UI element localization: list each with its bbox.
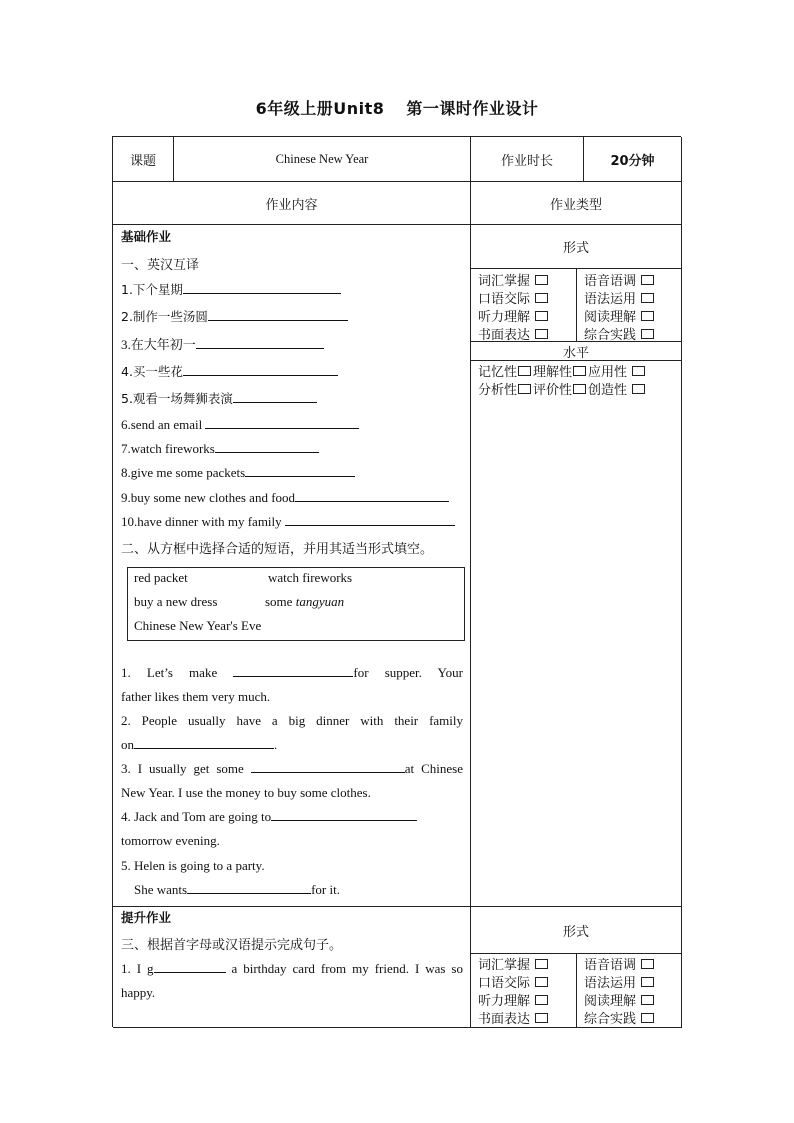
adv-form-practice: 综合实践 bbox=[584, 1008, 654, 1027]
checkbox[interactable] bbox=[535, 977, 548, 987]
form-label-advanced: 形式 bbox=[562, 924, 589, 940]
page-title bbox=[0, 96, 794, 119]
phrase-some-tangyuan: some tangyuan bbox=[265, 594, 345, 609]
translate-item-5: 5.观看一场舞狮表演 bbox=[121, 389, 317, 407]
adv-form-grammar: 语法运用 bbox=[584, 972, 654, 991]
form-practice: 综合实践 bbox=[584, 324, 654, 343]
translate-item-10: 10.have dinner with my family bbox=[121, 512, 455, 530]
checkbox[interactable] bbox=[573, 384, 586, 394]
title-lesson: 第一课时作业设计 bbox=[406, 99, 539, 118]
checkbox[interactable] bbox=[641, 995, 654, 1005]
advanced-sentence-1: 1. I g a birthday card from my friend. I was so happy. bbox=[121, 961, 463, 1000]
adv-form-pronunciation: 语音语调 bbox=[584, 954, 654, 973]
level-label: 水平 bbox=[562, 345, 589, 361]
checkbox[interactable] bbox=[573, 366, 586, 376]
form-listening: 听力理解 bbox=[478, 306, 548, 325]
level-row-2: 分析性 评价性 创造性 bbox=[478, 379, 645, 398]
answer-blank[interactable] bbox=[271, 807, 417, 821]
advanced-type-cell bbox=[471, 907, 682, 1028]
adv-form-listening: 听力理解 bbox=[478, 990, 548, 1009]
translate-item-1: 1.下个星期 bbox=[121, 280, 341, 298]
form-writing: 书面表达 bbox=[478, 324, 548, 343]
adv-form-reading: 阅读理解 bbox=[584, 990, 654, 1009]
homework-table bbox=[112, 136, 681, 1027]
topic-value-cell bbox=[174, 137, 471, 182]
answer-blank[interactable] bbox=[196, 335, 324, 349]
answer-blank[interactable] bbox=[183, 280, 341, 294]
form-oral: 口语交际 bbox=[478, 288, 548, 307]
checkbox[interactable] bbox=[535, 995, 548, 1005]
answer-blank[interactable] bbox=[233, 663, 353, 677]
answer-blank[interactable] bbox=[187, 880, 311, 894]
checkbox[interactable] bbox=[641, 977, 654, 987]
checkbox[interactable] bbox=[535, 329, 548, 339]
duration-label: 作业时长 bbox=[500, 153, 553, 169]
adv-form-oral: 口语交际 bbox=[478, 972, 548, 991]
topic-label: 课题 bbox=[129, 153, 156, 169]
checkbox[interactable] bbox=[641, 293, 654, 303]
translate-item-9: 9.buy some new clothes and food bbox=[121, 488, 449, 506]
form-pronunciation: 语音语调 bbox=[584, 270, 654, 289]
advanced-homework-cell bbox=[113, 907, 471, 1028]
answer-blank[interactable] bbox=[233, 389, 317, 403]
duration-label-cell bbox=[471, 137, 584, 182]
answer-blank[interactable] bbox=[215, 439, 319, 453]
checkbox[interactable] bbox=[535, 293, 548, 303]
phrase-box bbox=[127, 567, 465, 641]
checkbox[interactable] bbox=[535, 959, 548, 969]
basic-homework-cell bbox=[113, 225, 471, 907]
answer-blank[interactable] bbox=[245, 463, 355, 477]
answer-blank[interactable] bbox=[208, 307, 348, 321]
part2-title: 二、从方框中选择合适的短语，并用其适当形式填空。 bbox=[121, 542, 434, 557]
part1-title: 一、英汉互译 bbox=[121, 258, 200, 273]
form-vocabulary: 词汇掌握 bbox=[478, 270, 548, 289]
sentence-1: 1. Let’s make for supper. Your father likes them very much. bbox=[121, 665, 463, 704]
answer-blank[interactable] bbox=[295, 488, 449, 502]
checkbox[interactable] bbox=[518, 384, 531, 394]
checkbox[interactable] bbox=[641, 329, 654, 339]
translate-item-7: 7.watch fireworks bbox=[121, 439, 319, 457]
sentence-4: 4. Jack and Tom are going to tomorrow evening. bbox=[121, 805, 463, 853]
checkbox[interactable] bbox=[632, 384, 645, 394]
checkbox[interactable] bbox=[632, 366, 645, 376]
phrase-red-packet: red packet bbox=[134, 570, 188, 585]
duration-value-cell bbox=[584, 137, 682, 182]
title-grade: 6年级上册Unit8 bbox=[255, 99, 385, 118]
form-grammar: 语法运用 bbox=[584, 288, 654, 307]
form-label: 形式 bbox=[562, 241, 589, 256]
sentence-2: 2. People usually have a big dinner with their family on . bbox=[121, 713, 463, 752]
phrase-chinese-new-years-eve: Chinese New Year's Eve bbox=[134, 618, 262, 633]
form-reading: 阅读理解 bbox=[584, 306, 654, 325]
translate-item-6: 6.send an email bbox=[121, 415, 359, 433]
checkbox[interactable] bbox=[535, 275, 548, 285]
advanced-heading: 提升作业 bbox=[121, 910, 172, 925]
level-row-1: 记忆性 理解性 应用性 bbox=[478, 361, 645, 380]
adv-form-writing: 书面表达 bbox=[478, 1008, 548, 1027]
checkbox[interactable] bbox=[641, 311, 654, 321]
phrase-buy-a-new-dress: buy a new dress bbox=[134, 594, 218, 609]
checkbox[interactable] bbox=[535, 1013, 548, 1023]
basic-type-cell bbox=[471, 225, 682, 907]
content-label: 作业内容 bbox=[265, 197, 318, 213]
type-label-cell bbox=[471, 182, 682, 225]
answer-blank[interactable] bbox=[251, 759, 405, 773]
answer-blank[interactable] bbox=[134, 735, 274, 749]
sentence-5: 5. Helen is going to a party. She wants for it. bbox=[121, 858, 340, 897]
duration-value: 20分钟 bbox=[610, 153, 655, 169]
checkbox[interactable] bbox=[518, 366, 531, 376]
checkbox[interactable] bbox=[535, 311, 548, 321]
translate-item-3: 3.在大年初一 bbox=[121, 334, 324, 353]
basic-heading: 基础作业 bbox=[121, 229, 172, 244]
answer-blank[interactable] bbox=[154, 959, 226, 973]
answer-blank[interactable] bbox=[183, 362, 338, 376]
sentence-3: 3. I usually get some at Chinese New Year. I use the money to buy some clothes. bbox=[121, 761, 463, 800]
translate-item-2: 2.制作一些汤圆 bbox=[121, 307, 348, 325]
checkbox[interactable] bbox=[641, 1013, 654, 1023]
adv-form-vocabulary: 词汇掌握 bbox=[478, 954, 548, 973]
answer-blank[interactable] bbox=[285, 512, 455, 526]
content-label-cell bbox=[113, 182, 471, 225]
topic-label-cell bbox=[113, 137, 174, 182]
topic-value: Chinese New Year bbox=[275, 151, 369, 166]
checkbox[interactable] bbox=[641, 275, 654, 285]
translate-item-8: 8.give me some packets bbox=[121, 463, 355, 481]
type-label: 作业类型 bbox=[549, 197, 602, 213]
answer-blank[interactable] bbox=[205, 415, 359, 429]
phrase-watch-fireworks: watch fireworks bbox=[268, 570, 353, 585]
checkbox[interactable] bbox=[641, 959, 654, 969]
part3-title: 三、根据首字母或汉语提示完成句子。 bbox=[121, 938, 343, 953]
translate-item-4: 4.买一些花 bbox=[121, 362, 338, 380]
